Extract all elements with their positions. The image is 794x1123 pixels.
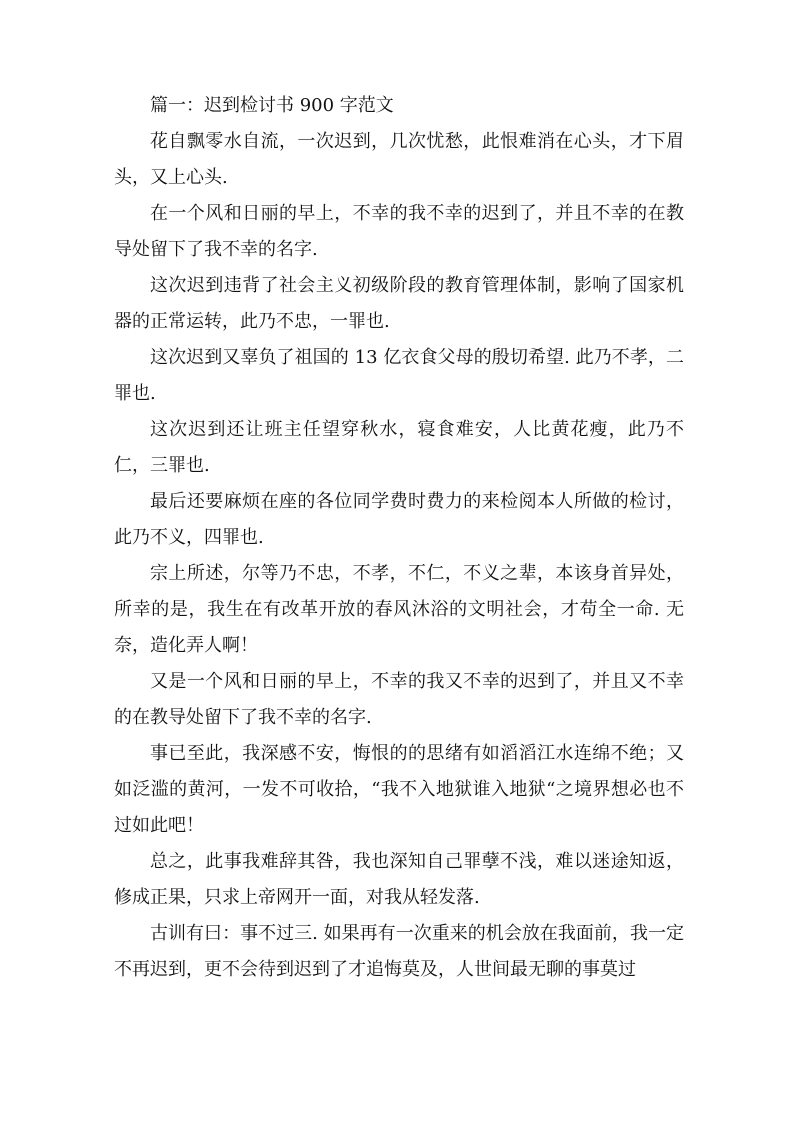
document-heading: 篇一：迟到检讨书 900 字范文 xyxy=(150,95,394,116)
paragraph: 又是一个风和日丽的早上，不幸的我又不幸的迟到了，并且又不幸的在教导处留下了我不幸的名字. xyxy=(114,671,684,728)
paragraph: 事已至此，我深感不安，悔恨的的思绪有如滔滔江水连绵不绝；又如泛滥的黄河，一发不可收拾，“我不入地狱谁入地狱“之境界想必也不过如此吧！ xyxy=(114,743,684,836)
document-body xyxy=(114,88,684,988)
paragraph: 花自飘零水自流，一次迟到，几次忧愁，此恨难消在心头，才下眉头，又上心头. xyxy=(114,131,684,188)
paragraph: 宗上所述，尔等乃不忠，不孝，不仁，不义之辈，本该身首异处，所幸的是，我生在有改革开放的春风沐浴的文明社会，才苟全一命. 无奈，造化弄人啊！ xyxy=(114,563,684,656)
paragraph: 古训有曰：事不过三. 如果再有一次重来的机会放在我面前，我一定不再迟到，更不会待到迟到了才追悔莫及，人世间最无聊的事莫过 xyxy=(114,923,684,980)
paragraph: 最后还要麻烦在座的各位同学费时费力的来检阅本人所做的检讨，此乃不义，四罪也. xyxy=(114,491,684,548)
paragraph: 总之，此事我难辞其咎，我也深知自己罪孽不浅，难以迷途知返，修成正果，只求上帝网开一面，对我从轻发落. xyxy=(114,851,684,908)
paragraph: 这次迟到又辜负了祖国的 13 亿衣食父母的殷切希望. 此乃不孝，二罪也. xyxy=(114,347,684,404)
paragraph: 在一个风和日丽的早上，不幸的我不幸的迟到了，并且不幸的在教导处留下了我不幸的名字. xyxy=(114,203,684,260)
paragraph: 这次迟到还让班主任望穿秋水，寝食难安，人比黄花瘦，此乃不仁，三罪也. xyxy=(114,419,684,476)
paragraph: 这次迟到违背了社会主义初级阶段的教育管理体制，影响了国家机器的正常运转，此乃不忠，一罪也. xyxy=(114,275,684,332)
